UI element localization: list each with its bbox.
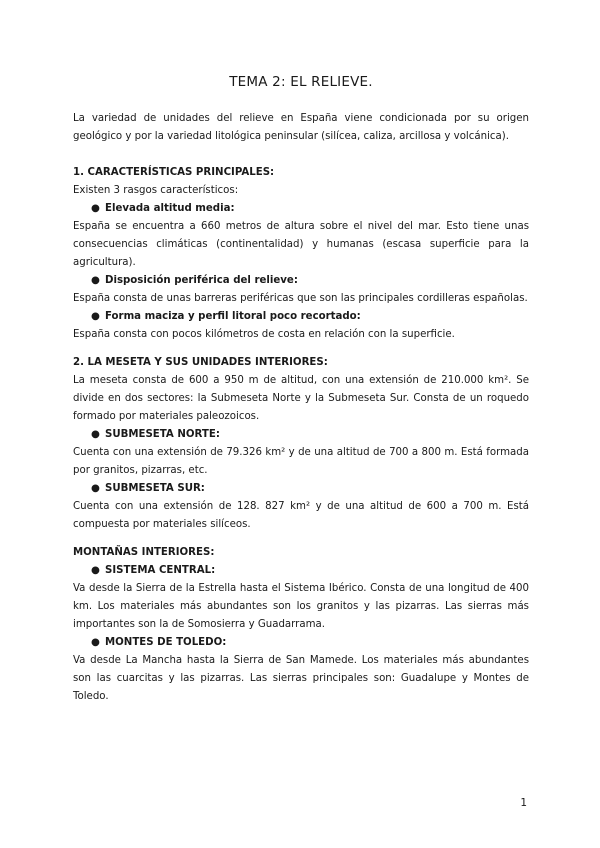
bullet-icon: ● — [91, 483, 100, 494]
bullet-item-label: ● SUBMESETA SUR: — [73, 480, 529, 498]
bullet-item-label: ● Disposición periférica del relieve: — [73, 272, 529, 290]
bullet-item-label: ● SUBMESETA NORTE: — [73, 426, 529, 444]
page-title: TEMA 2: EL RELIEVE. — [229, 74, 373, 90]
section-heading: 2. LA MESETA Y SUS UNIDADES INTERIORES: — [73, 357, 328, 368]
bullet-icon: ● — [91, 311, 100, 322]
bullet-item-label: ● SISTEMA CENTRAL: — [73, 562, 529, 580]
bullet-item-label: ● MONTES DE TOLEDO: — [73, 634, 529, 652]
section-montanas — [73, 544, 529, 706]
section-caracteristicas — [73, 164, 529, 344]
bullet-item-label: ● Forma maciza y perfil litoral poco recortado: — [73, 308, 529, 326]
section-lead: Existen 3 rasgos característicos: — [73, 185, 239, 196]
intro-paragraph: La variedad de unidades del relieve en España viene condicionada por su origen geológico y por la variedad litológica peninsular (silícea, caliza, arcillosa y volcánica). — [73, 113, 529, 142]
bullet-icon: ● — [91, 203, 100, 214]
bullet-item-label: ● Elevada altitud media: — [73, 200, 529, 218]
section-meseta — [73, 354, 529, 534]
bullet-icon: ● — [91, 275, 100, 286]
bullet-item-text: España consta con pocos kilómetros de costa en relación con la superficie. — [73, 329, 455, 340]
bullet-icon: ● — [91, 637, 100, 648]
bullet-icon: ● — [91, 429, 100, 440]
bullet-item-text: Cuenta con una extensión de 128. 827 km² y de una altitud de 600 a 700 m. Está compuesta por materiales silíceos. — [73, 501, 529, 530]
section-heading: 1. CARACTERÍSTICAS PRINCIPALES: — [73, 167, 275, 178]
bullet-item-text: España consta de unas barreras periféricas que son las principales cordilleras españolas. — [73, 293, 528, 304]
bullet-item-text: Cuenta con una extensión de 79.326 km² y de una altitud de 700 a 800 m. Está formada por granitos, pizarras, etc. — [73, 447, 529, 476]
bullet-item-text: España se encuentra a 660 metros de altura sobre el nivel del mar. Esto tiene unas consecuencias climáticas (continentalidad) y humanas (escasa superficie para la agricultura). — [73, 221, 529, 268]
bullet-item-text: Va desde la Sierra de la Estrella hasta el Sistema Ibérico. Consta de una longitud de 400 km. Los materiales más abundantes son los granitos y las pizarras. Las sierras más importantes son la de Somosierra y Guadarrama. — [73, 583, 529, 630]
page-number: 1 — [520, 797, 527, 809]
bullet-item-text: Va desde La Mancha hasta la Sierra de San Mamede. Los materiales más abundantes son las cuarcitas y las pizarras. Las sierras principales son: Guadalupe y Montes de Toledo. — [73, 655, 529, 702]
section-heading: MONTAÑAS INTERIORES: — [73, 547, 215, 558]
section-lead: La meseta consta de 600 a 950 m de altitud, con una extensión de 210.000 km². Se divide en dos sectores: la Submeseta Norte y la Submeseta Sur. Consta de un roquedo formado por materiales paleozoicos. — [73, 375, 529, 422]
bullet-icon: ● — [91, 565, 100, 576]
